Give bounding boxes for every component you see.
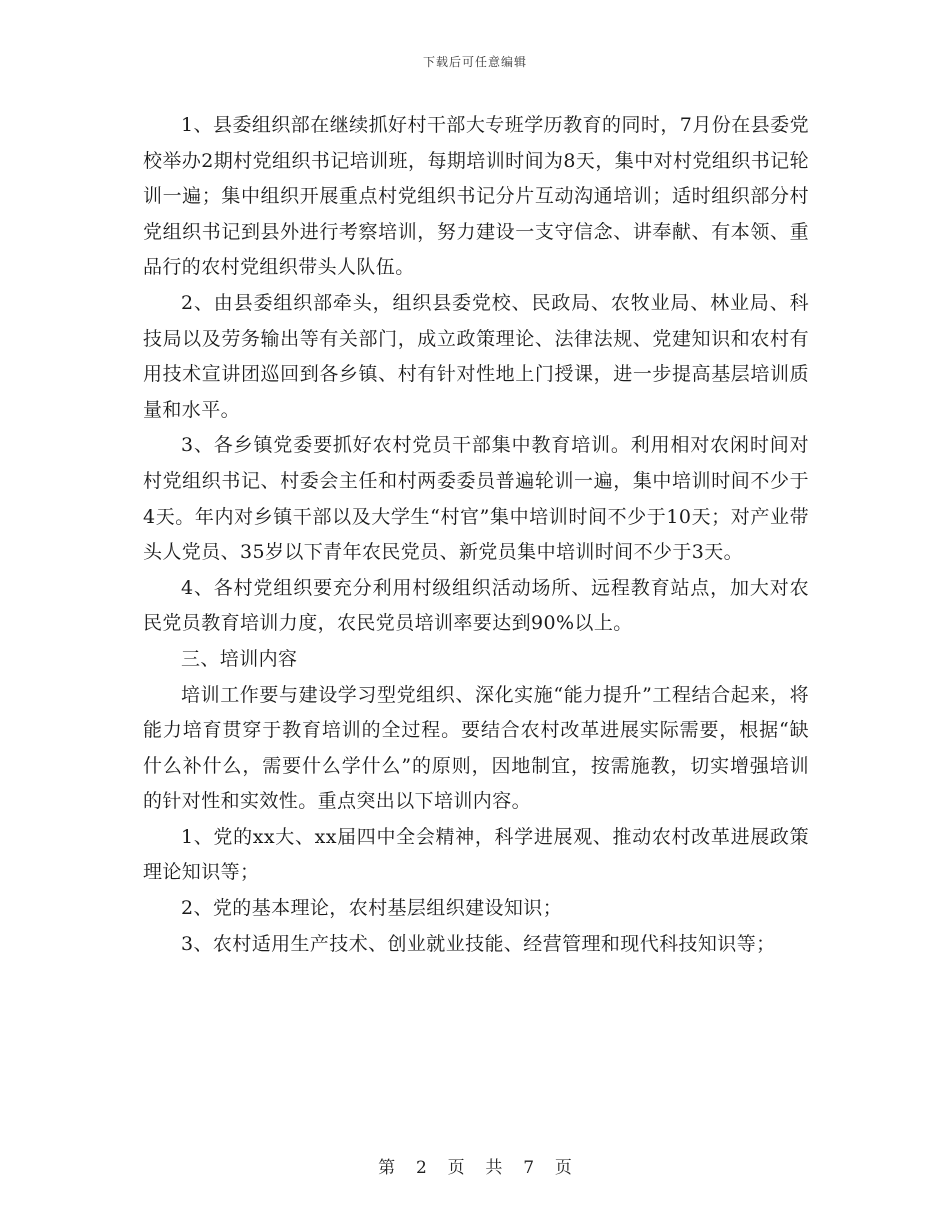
footer-total-pages: 7 bbox=[523, 1158, 535, 1178]
paragraph-training-item-4: 4、各村党组织要充分利用村级组织活动场所、远程教育站点，加大对农民党员教育培训力度，农民党员培训率要达到90%以上。 bbox=[143, 576, 809, 635]
page-header-note: 下载后可任意编辑 bbox=[422, 55, 527, 69]
paragraph-training-item-3: 3、各乡镇党委要抓好农村党员干部集中教育培训。利用相对农闲时间对村党组织书记、村委会主任和村两委委员普遍轮训一遍，集中培训时间不少于4天。年内对乡镇干部以及大学生“村官”集中培训时间不少于10天；对产业带头人党员、35岁以下青年农民党员、新党员集中培训时间不少于3天。 bbox=[143, 434, 809, 564]
footer-current-page: 2 bbox=[415, 1158, 427, 1178]
section-heading-training-content: 三、培训内容 bbox=[181, 647, 298, 670]
page-number-footer bbox=[0, 1153, 950, 1178]
footer-label-page: 第 bbox=[378, 1158, 396, 1178]
paragraph-content-item-1: 1、党的xx大、xx届四中全会精神，科学进展观、推动农村改革进展政策理论知识等； bbox=[143, 825, 809, 884]
document-body bbox=[143, 108, 809, 962]
footer-label-total: 共 bbox=[485, 1158, 503, 1178]
paragraph-training-item-1: 1、县委组织部在继续抓好村干部大专班学历教育的同时，7月份在县委党校举办2期村党组织书记培训班，每期培训时间为8天，集中对村党组织书记轮训一遍；集中组织开展重点村党组织书记分片互动沟通培训；适时组织部分村党组织书记到县外进行考察培训，努力建设一支守信念、讲奉献、有本领、重品行的农村党组织带头人队伍。 bbox=[143, 114, 809, 279]
paragraph-training-item-2: 2、由县委组织部牵头，组织县委党校、民政局、农牧业局、林业局、科技局以及劳务输出等有关部门，成立政策理论、法律法规、党建知识和农村有用技术宣讲团巡回到各乡镇、村有针对性地上门授课，进一步提高基层培训质量和水平。 bbox=[143, 291, 809, 421]
footer-label-page-unit: 页 bbox=[447, 1158, 465, 1178]
footer-label-total-unit: 页 bbox=[554, 1158, 572, 1178]
paragraph-content-item-2: 2、党的基本理论，农村基层组织建设知识； bbox=[181, 897, 563, 920]
paragraph-training-content-intro: 培训工作要与建设学习型党组织、深化实施“能力提升”工程结合起来，将能力培育贯穿于教育培训的全过程。要结合农村改革进展实际需要，根据“缺什么补什么，需要什么学什么”的原则，因地制宜，按需施教，切实增强培训的针对性和实效性。重点突出以下培训内容。 bbox=[143, 683, 809, 813]
paragraph-content-item-3: 3、农村适用生产技术、创业就业技能、经营管理和现代科技知识等； bbox=[181, 932, 776, 955]
